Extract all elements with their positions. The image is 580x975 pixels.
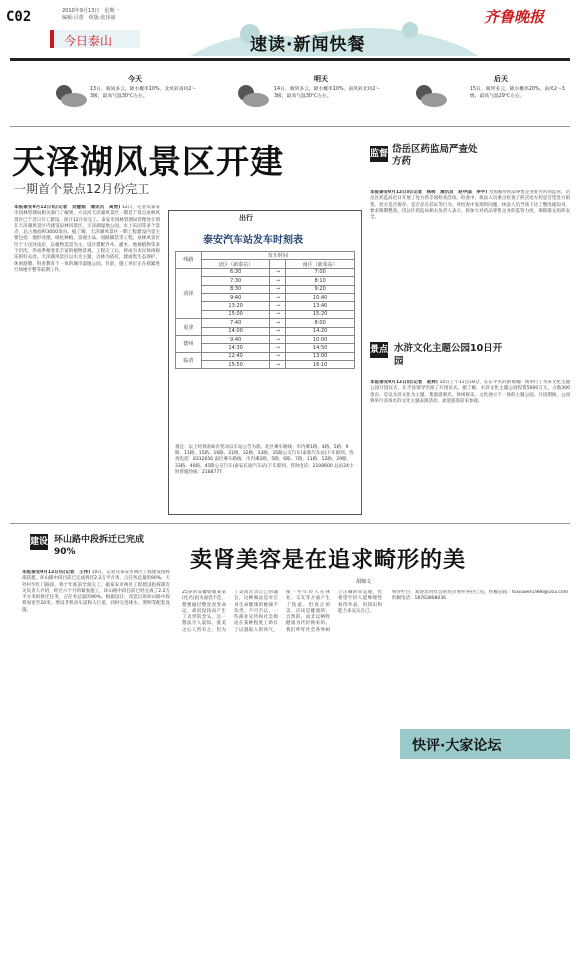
weather-text: 15日，晴到多云，降水概率20%，南风2～3级，最高气温29℃左右。	[470, 87, 565, 99]
road-article	[22, 570, 170, 755]
page-number: C02	[6, 9, 32, 25]
section-label-construction: 建设	[30, 534, 48, 550]
north-time: 14:00	[201, 327, 270, 335]
road-title: 环山路中段拆迁已完成90%	[54, 535, 145, 557]
edition-editor: 编辑:吕蕾 组版:张伟丽	[62, 15, 116, 21]
schedule-row	[176, 277, 355, 285]
weather-day: 今天	[128, 75, 142, 83]
section-label-scenic: 景点	[370, 342, 388, 358]
schedule-row	[176, 268, 355, 276]
lead-article	[14, 205, 160, 515]
bus-schedule-box	[168, 210, 362, 515]
header-rule	[10, 58, 570, 61]
edition-date: 2010年9月13日 星期一	[62, 8, 120, 14]
col-route-header: 线路	[176, 252, 202, 269]
culture-title: 水浒文化主题公园10日开园	[394, 343, 503, 367]
weather-text: 13日，晴间多云，降水概率10%，北风转南风2～3级，最高气温30℃左右。	[90, 87, 197, 99]
route-name: 夏津	[176, 319, 202, 336]
arrow-icon: →	[270, 285, 286, 293]
south-time: 9:20	[286, 285, 355, 293]
north-time: 13:20	[201, 302, 270, 310]
south-time: 14:20	[286, 327, 355, 335]
north-time: 15:50	[201, 361, 270, 369]
arrow-icon: →	[270, 302, 286, 310]
road-body: 10日，记者从泰安市两区工程建设指挥部获悉，环山路中段目前已完成拆迁2.2万平方米，占任务总量的90%，天外村至红门路段，将于年底前全面完工。据泰安市两区工程建设指挥部有关负责人介绍，经过六个月的紧张施工，环山路中段目前已经完成了2.2万平方米的拆迁任务，占任务总量的90%。根据设计，改造后的环山路中段将加宽至20米，增设非机动车道和人行道，同时完善排水、照明等配套设施。	[22, 570, 170, 613]
arrow-icon: →	[270, 327, 286, 335]
arrow-icon: →	[270, 268, 286, 276]
south-time: 7:00	[286, 268, 355, 276]
route-name: 德州	[176, 335, 202, 352]
region-label: 今日泰山	[64, 34, 113, 48]
schedule-row	[176, 302, 355, 310]
divider	[10, 523, 570, 524]
south-time: 15:20	[286, 310, 355, 318]
divider	[10, 126, 570, 127]
schedule-row	[176, 352, 355, 360]
schedule-row	[176, 335, 355, 343]
south-time: 8:10	[286, 277, 355, 285]
north-time: 14:30	[201, 344, 270, 352]
schedule-row	[176, 319, 355, 327]
lead-title: 天泽湖风景区开建	[12, 142, 284, 181]
region-tag	[50, 30, 140, 48]
schedule-row	[176, 285, 355, 293]
schedule-row	[176, 327, 355, 335]
banner-title: 速读·新闻快餐	[250, 35, 366, 55]
arrow-icon: →	[270, 344, 286, 352]
south-time: 8:00	[286, 319, 355, 327]
north-time: 9:40	[201, 293, 270, 301]
north-time: 9:40	[201, 335, 270, 343]
south-time: 10:00	[286, 335, 355, 343]
schedule-label: 出行	[239, 214, 253, 222]
opinion-banner	[400, 729, 570, 759]
arrow-icon: →	[270, 277, 286, 285]
schedule-notes: 备注：以上时刻表如有变动以车站公告为准。北区乘车路线：市内乘1路、4路、5路、9路、11路、15路、16路、31路、32路、33路、35路公交汽车(泰新汽车站)下车即到。咨询电话：8332656 南区乘车路线：市内乘2路、5路、6路、7路、11路、12路、29路、33路、40路、45路公交汽车(泰安长途汽车站)下车即到。咨询电话：2108600 总站24小时客服热线：2188777	[175, 445, 354, 475]
drug-byline: 本报泰安9月12日讯(记者 杨萌 通讯员 赵中国 李宇)	[370, 190, 488, 195]
weather-day: 后天	[494, 75, 508, 83]
opinion-article: 25岁的安徽姑娘某某(化名)因为面容不佳，想要通过整容改变命运，却因没钱而产生了卖肾的念头，这一想法令人震惊。爱美之心人皆有之，但为了美而出卖自己的器官，这种做法是对自身生命健康的极端不负责。不可否认，一些商业宣传和社会舆论在某种程度上助长了以貌取人的风气，使一些年轻人在择业、交友等方面产生了焦虑。但真正的美，应该是健康的、自然的，而非以牺牲健康为代价换来的。我们呼吁社会各界树立正确的审美观，也希望年轻人能够理性看待外表，用知识和能力来充实自己。	[182, 590, 382, 633]
col-south-header: 南区（新泰站）	[286, 260, 355, 268]
sun-cloud-icon	[50, 82, 88, 108]
schedule-table	[175, 251, 355, 369]
weather-text: 14日，晴到多云，降水概率10%，南风转北风2～3级，最高气温30℃左右。	[274, 87, 381, 99]
arrow-icon: →	[270, 293, 286, 301]
north-time: 6:30	[201, 268, 270, 276]
opinion-notice: 快评栏目：欢迎您对社会的热点事件各抒己见，约稿信箱：fuxiuwen1986@163.com 约稿电话：18763808036	[392, 590, 568, 602]
edition-info	[62, 8, 119, 22]
opinion-title: 卖肾美容是在追求畸形的美	[190, 547, 467, 573]
north-time: 7:30	[201, 277, 270, 285]
weather-day: 明天	[314, 75, 328, 83]
schedule-row	[176, 344, 355, 352]
opinion-author: 胡锦文	[356, 579, 372, 585]
schedule-row	[176, 293, 355, 301]
south-time: 16:10	[286, 361, 355, 369]
sun-cloud-icon	[232, 82, 270, 108]
north-time: 15:00	[201, 310, 270, 318]
drug-title: 岱岳区药监局严查处方药	[392, 144, 478, 167]
south-time: 13:00	[286, 352, 355, 360]
road-byline: 本报泰安9月12日讯(记者 王伟)	[22, 570, 91, 575]
arrow-icon: →	[270, 319, 286, 327]
south-time: 10:40	[286, 293, 355, 301]
north-time: 7:40	[201, 319, 270, 327]
brand-logo: 齐鲁晚报	[484, 8, 545, 26]
arrow-icon: →	[270, 310, 286, 318]
culture-byline: 本报泰安9月12日讯(记者 赵林)	[370, 380, 438, 385]
south-time: 13:40	[286, 302, 355, 310]
schedule-row	[176, 310, 355, 318]
sun-cloud-icon	[410, 82, 448, 108]
lead-body: 12日，记者从泰安市园林管理局相关部门了解到，大汶河天泽湖风景区一期首个景点泉林风景区已于近日开工建设，预计12月份完工。泰安市园林管理局管理处计划在天泽湖风景区内建设泉林风景区、天泽湖湿地公园、水上乐园等多个景点，总占地面积3000余亩。据了解，天泽湖风景区一期工程建设内容主要包括：地形处理、绿化种植、景观小品、园路铺装等工程。泉林风景区位于大汶河南岸，以植物造景为主，设计搭配乔木、灌木、地被植物等多个层次，形成季相变化丰富的植物景观。工程完工后，将成为市民休闲娱乐的好去处。天泽湖风景区以水为主题，以林为依托，建成集生态保护、休闲游憩、科普教育于一体的城市湿地公园。目前，施工单位正在抓紧进行场地平整等前期工作。	[14, 205, 160, 273]
section-label-supervision: 监督	[370, 146, 388, 162]
arrow-icon: →	[270, 335, 286, 343]
drug-article	[370, 190, 570, 300]
north-time: 8:30	[201, 285, 270, 293]
opinion-banner-label: 快评·大家论坛	[412, 738, 502, 754]
arrow-icon: →	[270, 361, 286, 369]
route-name: 临清	[176, 352, 202, 369]
south-time: 14:50	[286, 344, 355, 352]
culture-article	[370, 380, 570, 515]
lead-byline: 本报泰安9月12日讯(记者 刘慧娟 通讯员 高勇)	[14, 205, 121, 210]
schedule-row	[176, 361, 355, 369]
time-header: 发车时间	[201, 252, 354, 260]
drug-body: 为加强对药品零售企业处方药的监管，岱岳区药监局近日开展了处方药专项检查活动。检查中，执法人员重点检查了药店处方药是否凭处方销售、处方是否保存、是否存在挂证等行为。对检查中发现的问题，执法人员当场下达了整改通知书，要求限期整改。岱岳区药监局相关负责人表示，将加大对药品零售企业的监管力度，保障群众用药安全。	[370, 190, 570, 221]
arrow-icon: →	[270, 352, 286, 360]
route-name: 菏泽	[176, 268, 202, 318]
schedule-title: 泰安汽车站发车时刻表	[203, 235, 303, 246]
col-north-header: 北区（新泰站）	[201, 260, 270, 268]
lead-subtitle: 一期首个景点12月份完工	[14, 182, 150, 196]
culture-body: 10日上午11点18分，在东平水浒影视城广场举行了水浒文化主题公园开园仪式，东平县领导出席了开园仪式。据了解，水浒文化主题公园投资5000万元，占地300余亩，是以水浒文化为主题，集旅游观光、休闲娱乐、文化展示于一体的主题公园。开园期间，公园将举行多场水浒文化主题表演活动，欢迎游客前来参观。	[370, 380, 570, 404]
north-time: 12:40	[201, 352, 270, 360]
